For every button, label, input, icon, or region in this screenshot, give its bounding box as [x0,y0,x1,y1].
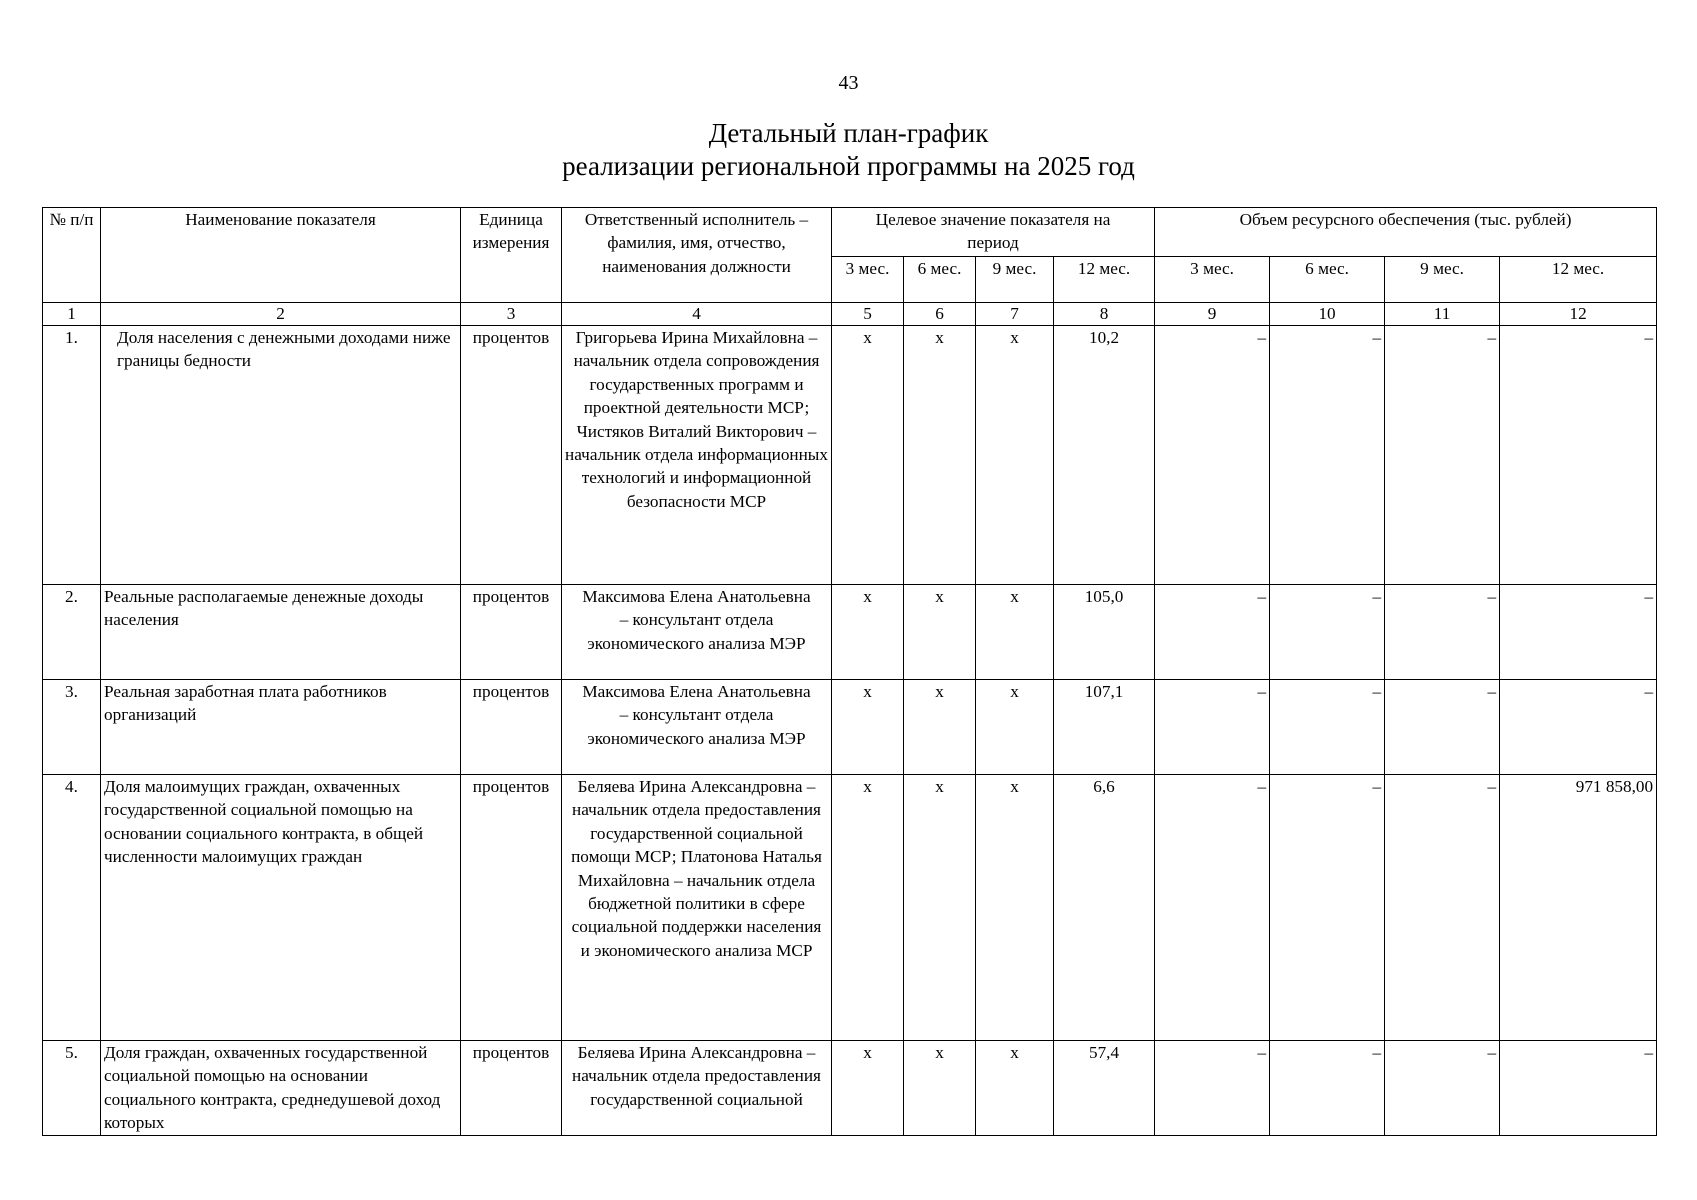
row-resource-9m: – [1385,326,1500,585]
row-resource-6m: – [1270,680,1385,775]
header-num: № п/п [43,208,101,303]
header-target-3m: 3 мес. [832,257,904,303]
header-resource-9m: 9 мес. [1385,257,1500,303]
page-number: 43 [838,72,859,94]
table-row [43,326,1657,585]
row-resource-9m: – [1385,775,1500,1041]
row-resource-6m: – [1270,326,1385,585]
row-target-12m: 57,4 [1054,1041,1155,1136]
row-resource-9m: – [1385,1041,1500,1136]
row-num: 2. [43,585,101,680]
header-target-group: Целевое значение показателя на период [832,208,1155,257]
title-line-2: реализации региональной программы на 2025 год [562,151,1135,181]
row-resource-6m: – [1270,1041,1385,1136]
row-responsible: Максимова Елена Анатольевна – консультант отдела экономического анализа МЭР [562,585,832,680]
header-name: Наименование показателя [101,208,461,303]
row-target-3m: х [832,775,904,1041]
header-resource-6m: 6 мес. [1270,257,1385,303]
header-target-6m: 6 мес. [904,257,976,303]
header-target-12m: 12 мес. [1054,257,1155,303]
row-indicator-name: Реальные располагаемые денежные доходы населения [101,585,461,680]
row-num: 3. [43,680,101,775]
column-number: 7 [976,303,1054,326]
row-resource-9m: – [1385,680,1500,775]
row-target-9m: х [976,585,1054,680]
row-resource-12m: 971 858,00 [1500,775,1657,1041]
row-resource-9m: – [1385,585,1500,680]
row-indicator-name: Доля граждан, охваченных государственной социальной помощью на основании социального контракта, среднедушевой доход которых [101,1041,461,1136]
row-target-3m: х [832,585,904,680]
row-indicator-name: Реальная заработная плата работников организаций [101,680,461,775]
column-number: 9 [1155,303,1270,326]
column-number: 4 [562,303,832,326]
row-target-3m: х [832,1041,904,1136]
row-resource-6m: – [1270,775,1385,1041]
row-target-12m: 10,2 [1054,326,1155,585]
row-responsible: Максимова Елена Анатольевна – консультант отдела экономического анализа МЭР [562,680,832,775]
row-target-6m: х [904,680,976,775]
row-resource-12m: – [1500,585,1657,680]
row-indicator-name: Доля малоимущих граждан, охваченных государственной социальной помощью на основании социального контракта, в общей численности малоимущих граждан [101,775,461,1041]
column-number: 11 [1385,303,1500,326]
row-target-3m: х [832,680,904,775]
row-target-6m: х [904,326,976,585]
row-resource-3m: – [1155,585,1270,680]
plan-schedule-table [42,207,1657,1136]
row-resource-3m: – [1155,1041,1270,1136]
row-unit: процентов [461,585,562,680]
row-num: 1. [43,326,101,585]
column-number: 2 [101,303,461,326]
table-row [43,775,1657,1041]
header-unit: Единица измерения [461,208,562,303]
row-responsible: Беляева Ирина Александровна – начальник отдела предоставления государственной социальной [562,1041,832,1136]
row-resource-3m: – [1155,326,1270,585]
column-number: 5 [832,303,904,326]
row-resource-6m: – [1270,585,1385,680]
row-num: 5. [43,1041,101,1136]
row-target-6m: х [904,1041,976,1136]
column-number: 12 [1500,303,1657,326]
header-target-9m: 9 мес. [976,257,1054,303]
row-unit: процентов [461,326,562,585]
row-target-12m: 105,0 [1054,585,1155,680]
header-resource-group: Объем ресурсного обеспечения (тыс. рублей) [1155,208,1657,257]
row-target-6m: х [904,585,976,680]
column-number: 8 [1054,303,1155,326]
row-unit: процентов [461,1041,562,1136]
row-num: 4. [43,775,101,1041]
row-target-3m: х [832,326,904,585]
column-number: 6 [904,303,976,326]
row-resource-3m: – [1155,680,1270,775]
row-unit: процентов [461,680,562,775]
row-target-12m: 107,1 [1054,680,1155,775]
header-responsible: Ответственный исполнитель – фамилия, имя, отчество, наименования должности [562,208,832,303]
row-target-12m: 6,6 [1054,775,1155,1041]
row-unit: процентов [461,775,562,1041]
row-responsible: Беляева Ирина Александровна – начальник отдела предоставления государственной социальной помощи МСР; Платонова Наталья Михайловна – начальник отдела бюджетной политики в сфере социальной поддержки населения и экономического анализа МСР [562,775,832,1041]
column-number: 1 [43,303,101,326]
document-title [0,117,1697,183]
row-resource-12m: – [1500,326,1657,585]
row-target-9m: х [976,680,1054,775]
table-row [43,585,1657,680]
row-indicator-name: Доля населения с денежными доходами ниже границы бедности [101,326,461,585]
column-number-row [43,303,1657,326]
row-resource-3m: – [1155,775,1270,1041]
row-responsible: Григорьева Ирина Михайловна – начальник отдела сопровождения государственных программ и проектной деятельности МСР; Чистяков Виталий Викторович – начальник отдела информационных технологий и информационной безопасности МСР [562,326,832,585]
row-resource-12m: – [1500,680,1657,775]
row-target-9m: х [976,326,1054,585]
table-row [43,1041,1657,1136]
header-resource-12m: 12 мес. [1500,257,1657,303]
column-number: 10 [1270,303,1385,326]
row-resource-12m: – [1500,1041,1657,1136]
title-line-1: Детальный план-график [708,118,989,148]
row-target-9m: х [976,775,1054,1041]
table-row [43,680,1657,775]
row-target-6m: х [904,775,976,1041]
header-resource-3m: 3 мес. [1155,257,1270,303]
row-target-9m: х [976,1041,1054,1136]
column-number: 3 [461,303,562,326]
